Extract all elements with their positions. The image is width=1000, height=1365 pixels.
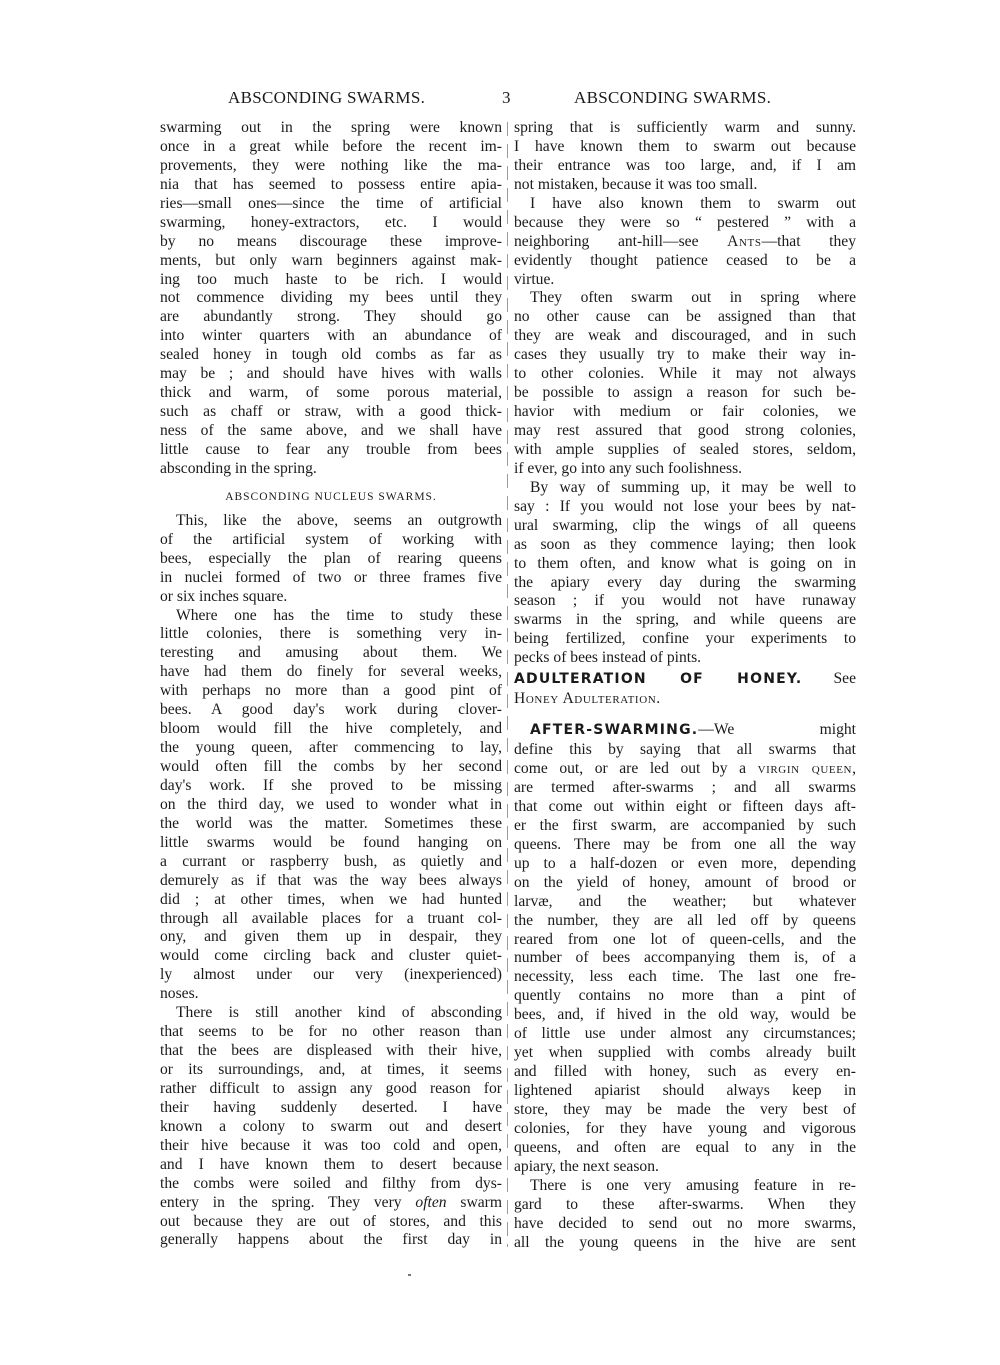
text-line: no other cause can be assigned than that: [514, 308, 856, 326]
text-line: They often swarm out in spring where: [530, 289, 856, 307]
text-line: day's work. If she proved to be missing: [160, 776, 502, 794]
text-line: By way of summing up, it may be well to: [530, 478, 856, 496]
text-line: their entrance was too large, and, if I am: [514, 156, 856, 174]
text-line: up to a half-dozen or even more, depending: [514, 854, 856, 872]
text-line: come out, or are led out by a virgin queen,: [514, 760, 856, 778]
text-line: by no means discourage these improve-: [160, 232, 502, 250]
text-line: swarming out in the spring were known: [160, 119, 502, 136]
text-line: are termed after-swarms ; and all swarms: [514, 779, 856, 796]
text-line: in nuclei formed of two or three frames five: [160, 568, 502, 586]
paragraph: [514, 195, 856, 233]
text-line: their hive because it was too cold and open,: [160, 1136, 502, 1154]
text-line: ony, and given them up in despair, they: [160, 928, 502, 946]
page-number: 3: [502, 88, 511, 107]
text-line: quently contains no more than a pint of: [514, 987, 856, 1005]
text-line: virtue.: [514, 270, 555, 288]
text-line: queens, and often are equal to any in the: [514, 1138, 856, 1156]
text-line: and I have known them to desert because: [160, 1155, 502, 1173]
text-line: of little use under almost any circumstances;: [514, 1025, 856, 1043]
text-line: are abundantly strong. They should go: [160, 308, 502, 326]
text-line: the combs were soiled and filthy from dys-: [160, 1174, 502, 1192]
text-line: apiary, the next season.: [514, 1157, 659, 1175]
column-divider: [507, 122, 508, 1247]
text-line: teresting and amusing about them. We: [160, 644, 502, 662]
text-line: have decided to send out no more swarms,: [514, 1214, 856, 1232]
text-line: not commence dividing my bees until they: [160, 289, 502, 307]
text-line: say : If you would not lose your bees by nat-: [514, 497, 856, 515]
section-subheading: ABSCONDING NUCLEUS SWARMS.: [225, 490, 437, 503]
text-line: to them often, and know what is going on in: [514, 554, 856, 572]
text-line: their having suddenly deserted. I have: [160, 1098, 502, 1116]
running-title-right: ABSCONDING SWARMS.: [574, 88, 772, 107]
text-line: would often fill the combs by her second: [160, 758, 502, 775]
text-line: all the young queens in the hive are sent: [514, 1233, 856, 1251]
text-line: ing too much haste to be rich. I would: [160, 270, 502, 288]
text-line: colonies, for they have young and vigorous: [514, 1119, 856, 1137]
paragraph: [514, 1177, 856, 1253]
cross-reference-honey-adulteration: Honey Adulteration.: [514, 690, 661, 708]
text-line: number of bees accompanying them is, of a: [514, 949, 856, 967]
text-line: if ever, go into any such foolishness.: [514, 459, 743, 477]
text-line: with perhaps no more than a good pint of: [160, 682, 502, 700]
running-header: [0, 88, 1000, 112]
text-line: did ; at other times, when we had hunted: [160, 890, 502, 908]
paragraph: [160, 119, 502, 479]
left-column: [160, 119, 502, 1250]
text-line: reared from one lot of queen-cells, and the: [514, 930, 856, 948]
text-line: generally happens about the first day in: [160, 1231, 502, 1249]
text-line: noses.: [160, 985, 199, 1003]
paragraph: [514, 119, 856, 195]
text-line: into winter quarters with an abundance of: [160, 327, 502, 345]
text-line: swarms in the spring, and while queens are: [514, 611, 856, 629]
paragraph: [160, 512, 502, 607]
text-line: thick and warm, of some porous material,: [160, 384, 502, 402]
paragraph: [514, 479, 856, 668]
paragraph: [160, 1004, 502, 1193]
text-line: on the yield of honey, amount of brood or: [514, 873, 856, 891]
text-line: and filled with honey, such as every en-: [514, 1063, 856, 1081]
right-column: [514, 119, 856, 1252]
paragraph: [160, 607, 502, 1005]
text-line: a currant or raspberry bush, as quietly and: [160, 852, 502, 870]
text-line: This, like the above, seems an outgrowth: [176, 511, 502, 529]
text-line: that the bees are displeased with their hive,: [160, 1042, 502, 1060]
text-line: define this by saying that all swarms that: [514, 741, 856, 759]
text-line: such as chaff or straw, with a good thick-: [160, 403, 502, 421]
text-line: or six inches square.: [160, 587, 288, 605]
printer-mark: [408, 1274, 411, 1276]
text-line: not mistaken, because it was too small.: [514, 175, 758, 193]
text-line: Where one has the time to study these: [176, 606, 502, 624]
text-line: necessity, less each time. The last one fre-: [514, 968, 856, 986]
text-line: I have also known them to swarm out: [530, 194, 856, 212]
text-line: they are weak and discouraged, and in such: [514, 327, 856, 345]
text-line: er the first swarm, are accompanied by such: [514, 816, 856, 834]
running-title-left: ABSCONDING SWARMS.: [228, 88, 426, 107]
text-line: yet when supplied with combs already built: [514, 1044, 856, 1062]
text-line: bees, especially the plan of rearing queens: [160, 549, 502, 567]
text-line: be possible to assign a reason for such be-: [514, 384, 856, 402]
text-line: absconding in the spring.: [160, 459, 317, 477]
entry-heading-adulteration: ADULTERATION OF HONEY. See: [514, 670, 856, 688]
text-line: the apiary every day during the swarming: [514, 573, 856, 591]
text-line: neighboring ant-hill—see Ants—that they: [514, 232, 856, 250]
text-line: cases they usually try to make their way in-: [514, 346, 856, 364]
text-line: ments, but only warn beginners against mak-: [160, 251, 502, 269]
text-line: lightened apiarist should always keep in: [514, 1082, 856, 1099]
text-line: being fertilized, confine your experiments to: [514, 630, 856, 648]
text-line: may be ; and should have hives with walls: [160, 365, 502, 383]
text-line: would come circling back and cluster quiet-: [160, 947, 502, 965]
text-line: bees. A good day's work during clover-: [160, 701, 502, 719]
text-line: that come out within eight or fifteen days aft-: [514, 797, 856, 815]
text-line: little colonies, there is something very in-: [160, 625, 502, 643]
paragraph: [514, 252, 856, 290]
text-line: queens. There may be from one all the way: [514, 835, 856, 853]
text-line: little swarms would be found hanging on: [160, 833, 502, 851]
text-line: through all available places for a truant col-: [160, 909, 502, 927]
paragraph: [160, 1213, 502, 1251]
text-line: swarming, honey-extractors, etc. I would: [160, 213, 502, 231]
text-line: to other colonies. While it may not always: [514, 365, 856, 383]
text-line: on the third day, we used to wonder what in: [160, 795, 502, 813]
text-line: larvæ, and the weather; but whatever: [514, 892, 856, 910]
text-line: havior with medium or fair colonies, we: [514, 403, 856, 421]
text-line: once in a great while before the recent im-: [160, 137, 502, 155]
text-line: the young queen, after commencing to lay,: [160, 739, 502, 757]
text-line: as soon as they commence laying; then look: [514, 535, 856, 553]
text-line: evidently thought patience ceased to be a: [514, 251, 856, 269]
text-line: There is still another kind of absconding: [176, 1004, 502, 1022]
paragraph: [514, 289, 856, 478]
text-line: because they were so “ pestered ” with a: [514, 213, 856, 231]
text-line: ries—small ones—since the time of artificial: [160, 194, 502, 212]
text-line: nia that has seemed to possess entire apia-: [160, 175, 502, 193]
text-line: entery in the spring. They very often swarm: [160, 1193, 502, 1211]
text-line: sealed honey in tough old combs as far as: [160, 346, 502, 364]
text-line: may rest assured that good strong colonies,: [514, 422, 856, 439]
text-line: ural swarming, clip the wings of all queens: [514, 516, 856, 534]
text-line: demurely as if that was the way bees always: [160, 871, 502, 889]
text-line: the number, they are all led off by queens: [514, 911, 856, 929]
text-line: There is one very amusing feature in re-: [530, 1176, 856, 1194]
text-line: season ; if you would not have runaway: [514, 592, 856, 610]
text-line: bees, and, if hived in the old way, would be: [514, 1006, 856, 1024]
entry-heading-after-swarming: AFTER-SWARMING.—We might: [530, 721, 856, 739]
text-line: rather difficult to assign any good reason for: [160, 1079, 502, 1097]
text-line: little cause to fear any trouble from bees: [160, 440, 502, 458]
cross-reference-ants: Ants: [727, 232, 762, 250]
text-line: of the artificial system of working with: [160, 530, 502, 548]
text-line: out because they are out of stores, and this: [160, 1212, 502, 1230]
text-line: the world was the matter. Sometimes these: [160, 814, 502, 832]
text-line: store, they may be made the very best of: [514, 1100, 856, 1118]
text-line: ly almost under our very (inexperienced): [160, 966, 502, 984]
text-line: or its surroundings, and, at times, it seems: [160, 1061, 502, 1078]
text-line: that seems to be for no other reason than: [160, 1023, 502, 1041]
text-line: provements, they were nothing like the ma-: [160, 156, 502, 174]
text-line: known a colony to swarm out and desert: [160, 1117, 502, 1135]
paragraph: [514, 779, 856, 1177]
text-line: bloom would fill the hive completely, and: [160, 720, 502, 738]
text-line: I have known them to swarm out because: [514, 137, 856, 155]
text-line: pecks of bees instead of pints.: [514, 649, 702, 667]
text-line: have had them do finely for several weeks,: [160, 663, 502, 681]
text-line: spring that is sufficiently warm and sunny.: [514, 119, 856, 136]
text-line: with ample supplies of sealed stores, seldom,: [514, 440, 856, 458]
cross-reference-virgin-queen: virgin queen: [757, 760, 853, 778]
text-line: gard to these after-swarms. When they: [514, 1195, 856, 1213]
text-line: ness of the same above, and we shall have: [160, 422, 502, 439]
